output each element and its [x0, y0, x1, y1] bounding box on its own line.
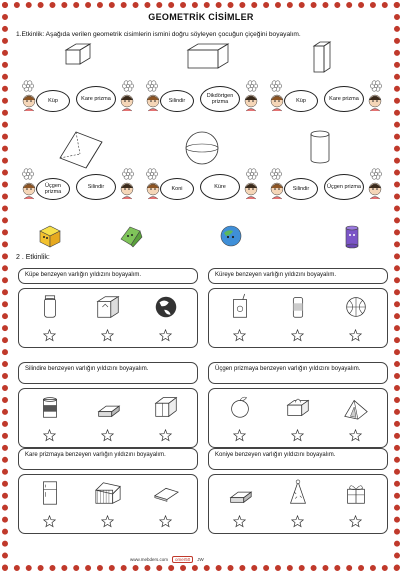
- star-icon[interactable]: [101, 429, 114, 442]
- flower-left-icon[interactable]: [146, 168, 158, 180]
- flower-right-icon[interactable]: [122, 168, 134, 180]
- shape-question-6: [266, 128, 386, 212]
- tin-can-icon: [35, 393, 65, 421]
- star-icon[interactable]: [101, 329, 114, 342]
- cube-shape-icon: [60, 40, 110, 82]
- star-icon[interactable]: [233, 515, 246, 528]
- panel-2-items: [208, 288, 388, 348]
- panel-1-items: [18, 288, 198, 348]
- panel-3-title: Silindire benzeyen varlığın yıldızını boyayalım.: [18, 362, 198, 384]
- panel-4-title: Üçgen prizmaya benzeyen varlığın yıldızını boyayalım.: [208, 362, 388, 384]
- cylinder-mascot-icon: [340, 223, 364, 251]
- star-icon[interactable]: [233, 329, 246, 342]
- star-icon[interactable]: [291, 429, 304, 442]
- flower-left-icon[interactable]: [270, 80, 282, 92]
- star-icon[interactable]: [101, 515, 114, 528]
- can-icon: [283, 293, 313, 321]
- fridge-icon: [35, 479, 65, 507]
- tent-icon: [341, 393, 371, 421]
- flower-left-icon[interactable]: [22, 80, 34, 92]
- star-icon[interactable]: [159, 515, 172, 528]
- eraser-icon: [93, 393, 123, 421]
- jar-icon: [35, 293, 65, 321]
- speech-bubble-left: Silindir: [160, 90, 194, 112]
- speech-bubble-right: Silindir: [76, 174, 116, 200]
- party-hat-icon: [283, 479, 313, 507]
- speech-bubble-left: Küp: [36, 90, 70, 112]
- flower-right-icon[interactable]: [246, 168, 258, 180]
- eraser-icon: [225, 479, 255, 507]
- orange-icon: [225, 393, 255, 421]
- footer-tag: omer50: [172, 556, 193, 563]
- shape-question-2: [142, 40, 262, 124]
- juice-box-icon: [225, 293, 255, 321]
- panel-1-title: Küpe benzeyen varlığın yıldızını boyayalım.: [18, 268, 198, 284]
- star-icon[interactable]: [233, 429, 246, 442]
- speech-bubble-right: Kare prizma: [324, 86, 364, 112]
- speech-bubble-right: Küre: [200, 174, 240, 200]
- flower-right-icon[interactable]: [246, 80, 258, 92]
- panel-6-title: Koniye benzeyen varlığın yıldızını boyayalım.: [208, 448, 388, 470]
- shape-question-1: [18, 40, 138, 124]
- flower-right-icon[interactable]: [122, 80, 134, 92]
- ball-icon: [341, 293, 371, 321]
- speech-bubble-left: Koni: [160, 178, 194, 200]
- activity1-instruction: 1.Etkinlik: Aşağıda verilen geometrik cisimlerin ismini doğru söyleyen çocuğun çiçeğini boyayalım.: [16, 31, 301, 38]
- speech-bubble-left: Küp: [284, 90, 318, 112]
- cylinder-shape-icon: [304, 128, 354, 170]
- child-right-icon: [366, 180, 384, 200]
- child-right-icon: [242, 180, 260, 200]
- panel-5-items: [18, 474, 198, 534]
- child-right-icon: [242, 92, 260, 112]
- rect-prism-shape-icon: [184, 40, 234, 82]
- panel-2-title: Küreye benzeyen varlığın yıldızını boyayalım.: [208, 268, 388, 284]
- star-icon[interactable]: [43, 329, 56, 342]
- cutting-board-icon: [151, 479, 181, 507]
- child-right-icon: [118, 92, 136, 112]
- speech-bubble-right: Üçgen prizma: [324, 174, 364, 200]
- flower-right-icon[interactable]: [370, 168, 382, 180]
- footer-site[interactable]: www.mebders.com: [130, 557, 169, 562]
- speech-bubble-right: Kare prizma: [76, 86, 116, 112]
- page-title: GEOMETRİK CİSİMLER: [148, 12, 254, 22]
- footer-mark: JW: [197, 557, 204, 562]
- child-right-icon: [118, 180, 136, 200]
- flower-left-icon[interactable]: [270, 168, 282, 180]
- globe-icon: [151, 293, 181, 321]
- star-icon[interactable]: [159, 329, 172, 342]
- star-icon[interactable]: [43, 515, 56, 528]
- gift-box-icon: [151, 393, 181, 421]
- triangular-prism-shape-icon: [56, 128, 106, 170]
- panel-5-title: Kare prizmaya benzeyen varlığın yıldızını boyayalım.: [18, 448, 198, 470]
- panel-4-items: [208, 388, 388, 448]
- panel-6-items: [208, 474, 388, 534]
- gift-icon: [341, 479, 371, 507]
- activity2-label: 2 . Etkinlik:: [16, 254, 50, 261]
- shape-question-4: [18, 128, 138, 212]
- panel-3-items: [18, 388, 198, 448]
- prism-mascot-icon: [118, 223, 144, 249]
- child-right-icon: [366, 92, 384, 112]
- barn-icon: [93, 479, 123, 507]
- star-icon[interactable]: [159, 429, 172, 442]
- shape-question-3: [266, 40, 386, 124]
- cube-mascot-icon: [36, 223, 64, 249]
- star-icon[interactable]: [291, 515, 304, 528]
- star-icon[interactable]: [349, 329, 362, 342]
- star-icon[interactable]: [291, 329, 304, 342]
- worksheet-content: [12, 10, 390, 563]
- flower-left-icon[interactable]: [146, 80, 158, 92]
- sphere-mascot-icon: [218, 223, 244, 249]
- star-icon[interactable]: [349, 515, 362, 528]
- star-icon[interactable]: [43, 429, 56, 442]
- sphere-shape-icon: [180, 128, 230, 170]
- flower-left-icon[interactable]: [22, 168, 34, 180]
- box-icon: [93, 293, 123, 321]
- star-icon[interactable]: [349, 429, 362, 442]
- speech-bubble-right: Dikdörtgen prizma: [200, 86, 240, 112]
- shape-question-5: [142, 128, 262, 212]
- square-prism-shape-icon: [308, 40, 358, 82]
- speech-bubble-left: Silindir: [284, 178, 318, 200]
- speech-bubble-left: Üçgen prizma: [36, 178, 70, 200]
- tissue-box-icon: [283, 393, 313, 421]
- footer: [130, 556, 204, 563]
- flower-right-icon[interactable]: [370, 80, 382, 92]
